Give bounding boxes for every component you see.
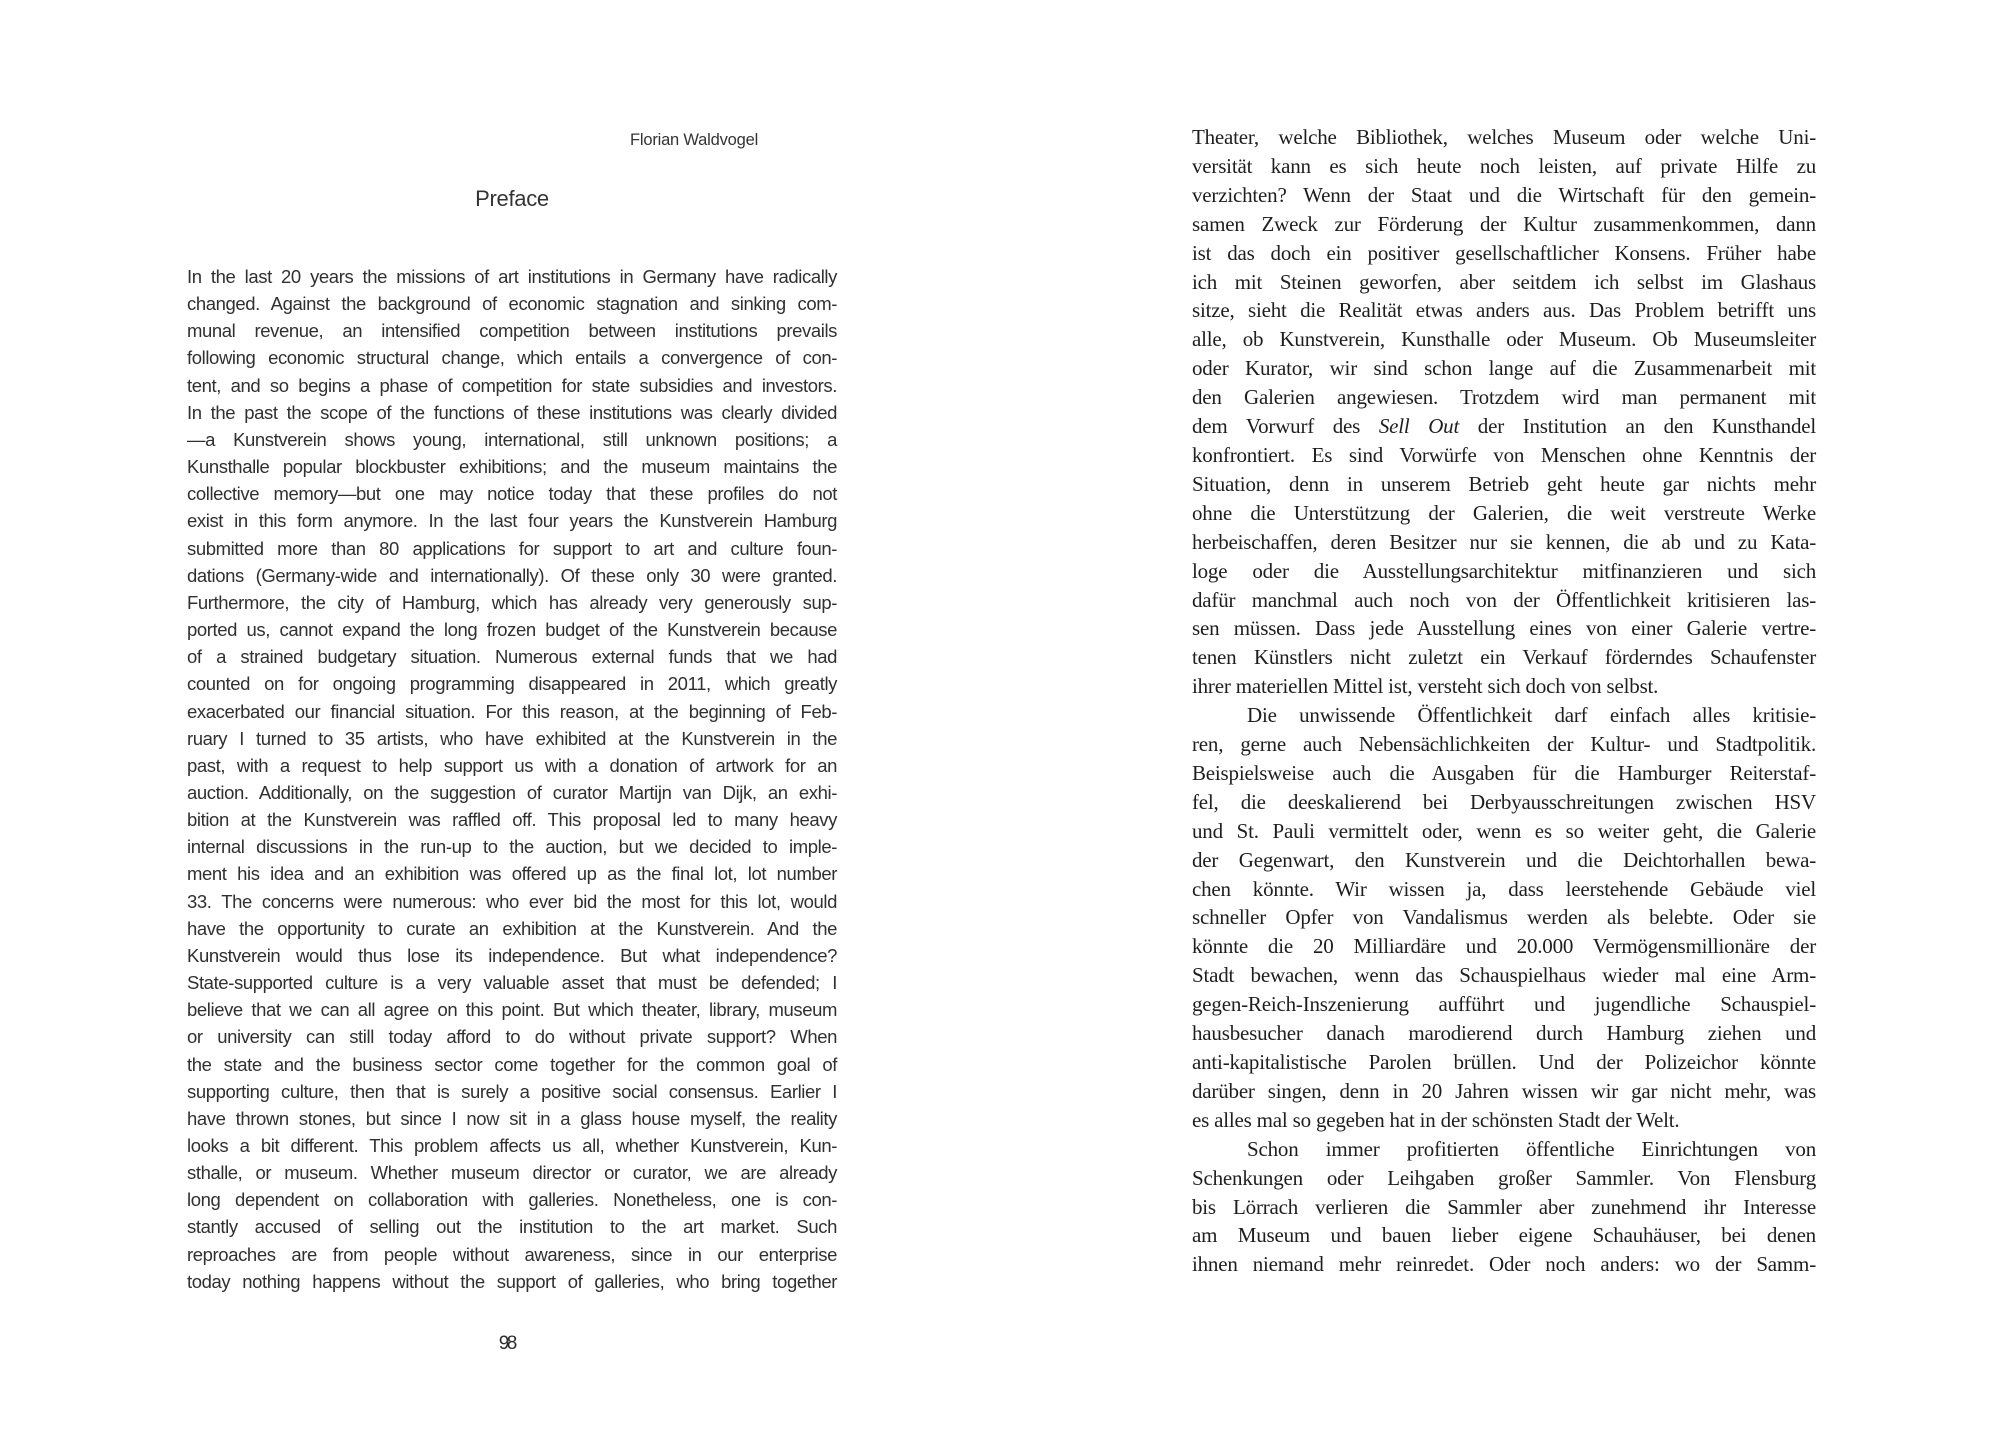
text-line: sthalle, or museum. Whether museum director or curator, we are already bbox=[187, 1162, 837, 1184]
text-line: reproaches are from people without awareness, since in our enterprise bbox=[187, 1243, 837, 1265]
text-line: dem Vorwurf des Sell Out der Institution an den Kunsthandel bbox=[1192, 414, 1816, 439]
text-line: Situation, denn in unserem Betrieb geht heute gar nichts mehr bbox=[1192, 471, 1816, 496]
text-line: munal revenue, an intensified competition between institutions prevails bbox=[187, 320, 837, 342]
text-line: könnte die 20 Milliardäre und 20.000 Vermögensmillionäre der bbox=[1192, 934, 1816, 959]
text-line: State-supported culture is a very valuable asset that must be defended; I bbox=[187, 972, 837, 994]
text-line: dations (Germany-wide and internationally). Of these only 30 were granted. bbox=[187, 564, 837, 586]
text-line: bis Lörrach verlieren die Sammler aber zunehmend ihr Interesse bbox=[1192, 1194, 1816, 1219]
text-line: ported us, cannot expand the long frozen budget of the Kunstverein because bbox=[187, 619, 837, 641]
author-name: Florian Waldvogel bbox=[630, 131, 759, 149]
text-line: have thrown stones, but since I now sit in a glass house myself, the reality bbox=[187, 1107, 837, 1129]
text-line: sitze, sieht die Realität etwas anders aus. Das Problem betrifft uns bbox=[1192, 298, 1816, 323]
text-line: stantly accused of selling out the institution to the art market. Such bbox=[187, 1216, 837, 1238]
paragraph bbox=[187, 263, 837, 1295]
text-line: samen Zweck zur Förderung der Kultur zusammenkommen, dann bbox=[1192, 211, 1816, 236]
text-line: past, with a request to help support us with a donation of artwork for an bbox=[187, 754, 837, 776]
text-line: auction. Additionally, on the suggestion of curator Martijn van Dijk, an exhi- bbox=[187, 781, 837, 803]
text-line: ist das doch ein positiver gesellschaftlicher Konsens. Früher habe bbox=[1192, 240, 1816, 265]
text-line: exist in this form anymore. In the last four years the Kunstverein Hamburg bbox=[187, 510, 837, 532]
text-line: ruary I turned to 35 artists, who have exhibited at the Kunstverein in the bbox=[187, 727, 837, 749]
text-line: hausbesucher danach marodierend durch Hamburg ziehen und bbox=[1192, 1021, 1816, 1046]
paragraph bbox=[1192, 1135, 1816, 1280]
text-line: exacerbated our financial situation. For this reason, at the beginning of Feb- bbox=[187, 700, 837, 722]
text-line: ment his idea and an exhibition was offered up as the final lot, lot number bbox=[187, 863, 837, 885]
text-line: long dependent on collaboration with galleries. Nonetheless, one is con- bbox=[187, 1189, 837, 1211]
text-line: changed. Against the background of economic stagnation and sinking com- bbox=[187, 293, 837, 315]
text-line: darüber singen, denn in 20 Jahren wissen wir gar nicht mehr, was bbox=[1192, 1078, 1816, 1103]
text-line: tent, and so begins a phase of competition for state subsidies and investors. bbox=[187, 374, 837, 396]
text-line: ihrer materiellen Mittel ist, versteht sich doch von selbst. bbox=[1192, 674, 1659, 699]
text-line: internal discussions in the run-up to the auction, but we decided to imple- bbox=[187, 836, 837, 858]
text-line: versität kann es sich heute noch leisten, auf private Hilfe zu bbox=[1192, 153, 1816, 178]
text-line: Kunsthalle popular blockbuster exhibitions; and the museum maintains the bbox=[187, 456, 837, 478]
text-line: Furthermore, the city of Hamburg, which has already very generously sup- bbox=[187, 591, 837, 613]
text-line: schneller Opfer von Vandalismus werden als belebte. Oder sie bbox=[1192, 905, 1816, 930]
text-line: Kunstverein would thus lose its independence. But what independence? bbox=[187, 944, 837, 966]
text-line: believe that we can all agree on this point. But which theater, library, museum bbox=[187, 999, 837, 1021]
text-line: ren, gerne auch Nebensächlichkeiten der Kultur- und Stadtpolitik. bbox=[1192, 732, 1816, 757]
text-line: der Gegenwart, den Kunstverein und die Deichtorhallen bewa- bbox=[1192, 847, 1816, 872]
text-line: bition at the Kunstverein was raffled off. This proposal led to many heavy bbox=[187, 809, 837, 831]
page-title: Preface bbox=[475, 186, 549, 211]
text-line: Stadt bewachen, wenn das Schauspielhaus wieder mal eine Arm- bbox=[1192, 963, 1816, 988]
text-line: den Galerien angewiesen. Trotzdem wird man permanent mit bbox=[1192, 385, 1816, 410]
text-line: In the past the scope of the functions of these institutions was clearly divided bbox=[187, 401, 837, 423]
text-line: Beispielsweise auch die Ausgaben für die Hamburger Reiterstaf- bbox=[1192, 760, 1816, 785]
text-line: ich mit Steinen geworfen, aber seitdem ich selbst im Glashaus bbox=[1192, 269, 1816, 294]
text-line: or university can still today afford to do without private support? When bbox=[187, 1026, 837, 1048]
text-line: alle, ob Kunstverein, Kunsthalle oder Museum. Ob Museumsleiter bbox=[1192, 327, 1816, 352]
text-line: am Museum und bauen lieber eigene Schauhäuser, bei denen bbox=[1192, 1223, 1816, 1248]
text-line: chen könnte. Wir wissen ja, dass leerstehende Gebäude viel bbox=[1192, 876, 1816, 901]
text-line: have the opportunity to curate an exhibition at the Kunstverein. And the bbox=[187, 917, 837, 939]
text-line: supporting culture, then that is surely a positive social consensus. Earlier I bbox=[187, 1080, 837, 1102]
text-line: the state and the business sector come together for the common goal of bbox=[187, 1053, 837, 1075]
text-line: und St. Pauli vermittelt oder, wenn es so weiter geht, die Galerie bbox=[1192, 818, 1816, 843]
text-line: looks a bit different. This problem affects us all, whether Kunstverein, Kun- bbox=[187, 1135, 837, 1156]
text-line: —a Kunstverein shows young, international, still unknown positions; a bbox=[187, 428, 837, 450]
text-line: following economic structural change, which entails a convergence of con- bbox=[187, 347, 837, 369]
text-line: es alles mal so gegeben hat in der schönsten Stadt der Welt. bbox=[1192, 1107, 1680, 1132]
text-line: sen müssen. Dass jede Ausstellung eines von einer Galerie vertre- bbox=[1192, 616, 1816, 641]
text-line: submitted more than 80 applications for support to art and culture foun- bbox=[187, 537, 837, 559]
paragraph bbox=[1192, 123, 1816, 701]
text-line: today nothing happens without the support of galleries, who bring together bbox=[187, 1270, 837, 1292]
text-line: ohne die Unterstützung der Galerien, die weit verstreute Werke bbox=[1192, 500, 1816, 525]
page-right bbox=[1000, 0, 2000, 1437]
page-number-left: 8 bbox=[506, 1333, 518, 1354]
text-line: dafür manchmal auch noch von der Öffentlichkeit kritisieren las- bbox=[1192, 587, 1816, 612]
preface-body-text bbox=[187, 263, 837, 1295]
text-line: In the last 20 years the missions of art institutions in Germany have radically bbox=[187, 266, 837, 287]
page-number-right: 9 bbox=[498, 1333, 510, 1354]
text-line: collective memory—but one may notice today that these profiles do not bbox=[187, 483, 837, 505]
text-line: verzichten? Wenn der Staat und die Wirtschaft für den gemein- bbox=[1192, 182, 1816, 207]
text-line: fel, die deeskalierend bei Derbyausschreitungen zwischen HSV bbox=[1192, 789, 1816, 814]
text-line: Theater, welche Bibliothek, welches Museum oder welche Uni- bbox=[1192, 125, 1816, 149]
text-line: anti-kapitalistische Parolen brüllen. Und der Polizeichor könnte bbox=[1192, 1050, 1816, 1074]
text-line: Schon immer profitierten öffentliche Einrichtungen von bbox=[1247, 1136, 1816, 1161]
text-line: of a strained budgetary situation. Numerous external funds that we had bbox=[187, 646, 837, 668]
text-line: ihnen niemand mehr reinredet. Oder noch anders: wo der Samm- bbox=[1192, 1252, 1816, 1277]
text-line: loge oder die Ausstellungsarchitektur mitfinanzieren und sich bbox=[1192, 558, 1816, 583]
text-line: 33. The concerns were numerous: who ever bid the most for this lot, would bbox=[187, 890, 837, 912]
german-body-text bbox=[1192, 123, 1816, 1279]
text-line: herbeischaffen, deren Besitzer nur sie kennen, die ab und zu Kata- bbox=[1192, 529, 1816, 554]
text-line: oder Kurator, wir sind schon lange auf die Zusammenarbeit mit bbox=[1192, 356, 1816, 381]
text-line: counted on for ongoing programming disappeared in 2011, which greatly bbox=[187, 673, 837, 695]
text-line: konfrontiert. Es sind Vorwürfe von Menschen ohne Kenntnis der bbox=[1192, 442, 1816, 467]
text-line: gegen-Reich-Inszenierung aufführt und jugendliche Schauspiel- bbox=[1192, 992, 1816, 1017]
paragraph bbox=[1192, 701, 1816, 1135]
text-line: Die unwissende Öffentlichkeit darf einfach alles kritisie- bbox=[1247, 703, 1816, 728]
text-line: Schenkungen oder Leihgaben großer Sammler. Von Flensburg bbox=[1192, 1165, 1816, 1190]
text-line: tenen Künstlers nicht zuletzt ein Verkauf förderndes Schaufenster bbox=[1192, 645, 1816, 670]
